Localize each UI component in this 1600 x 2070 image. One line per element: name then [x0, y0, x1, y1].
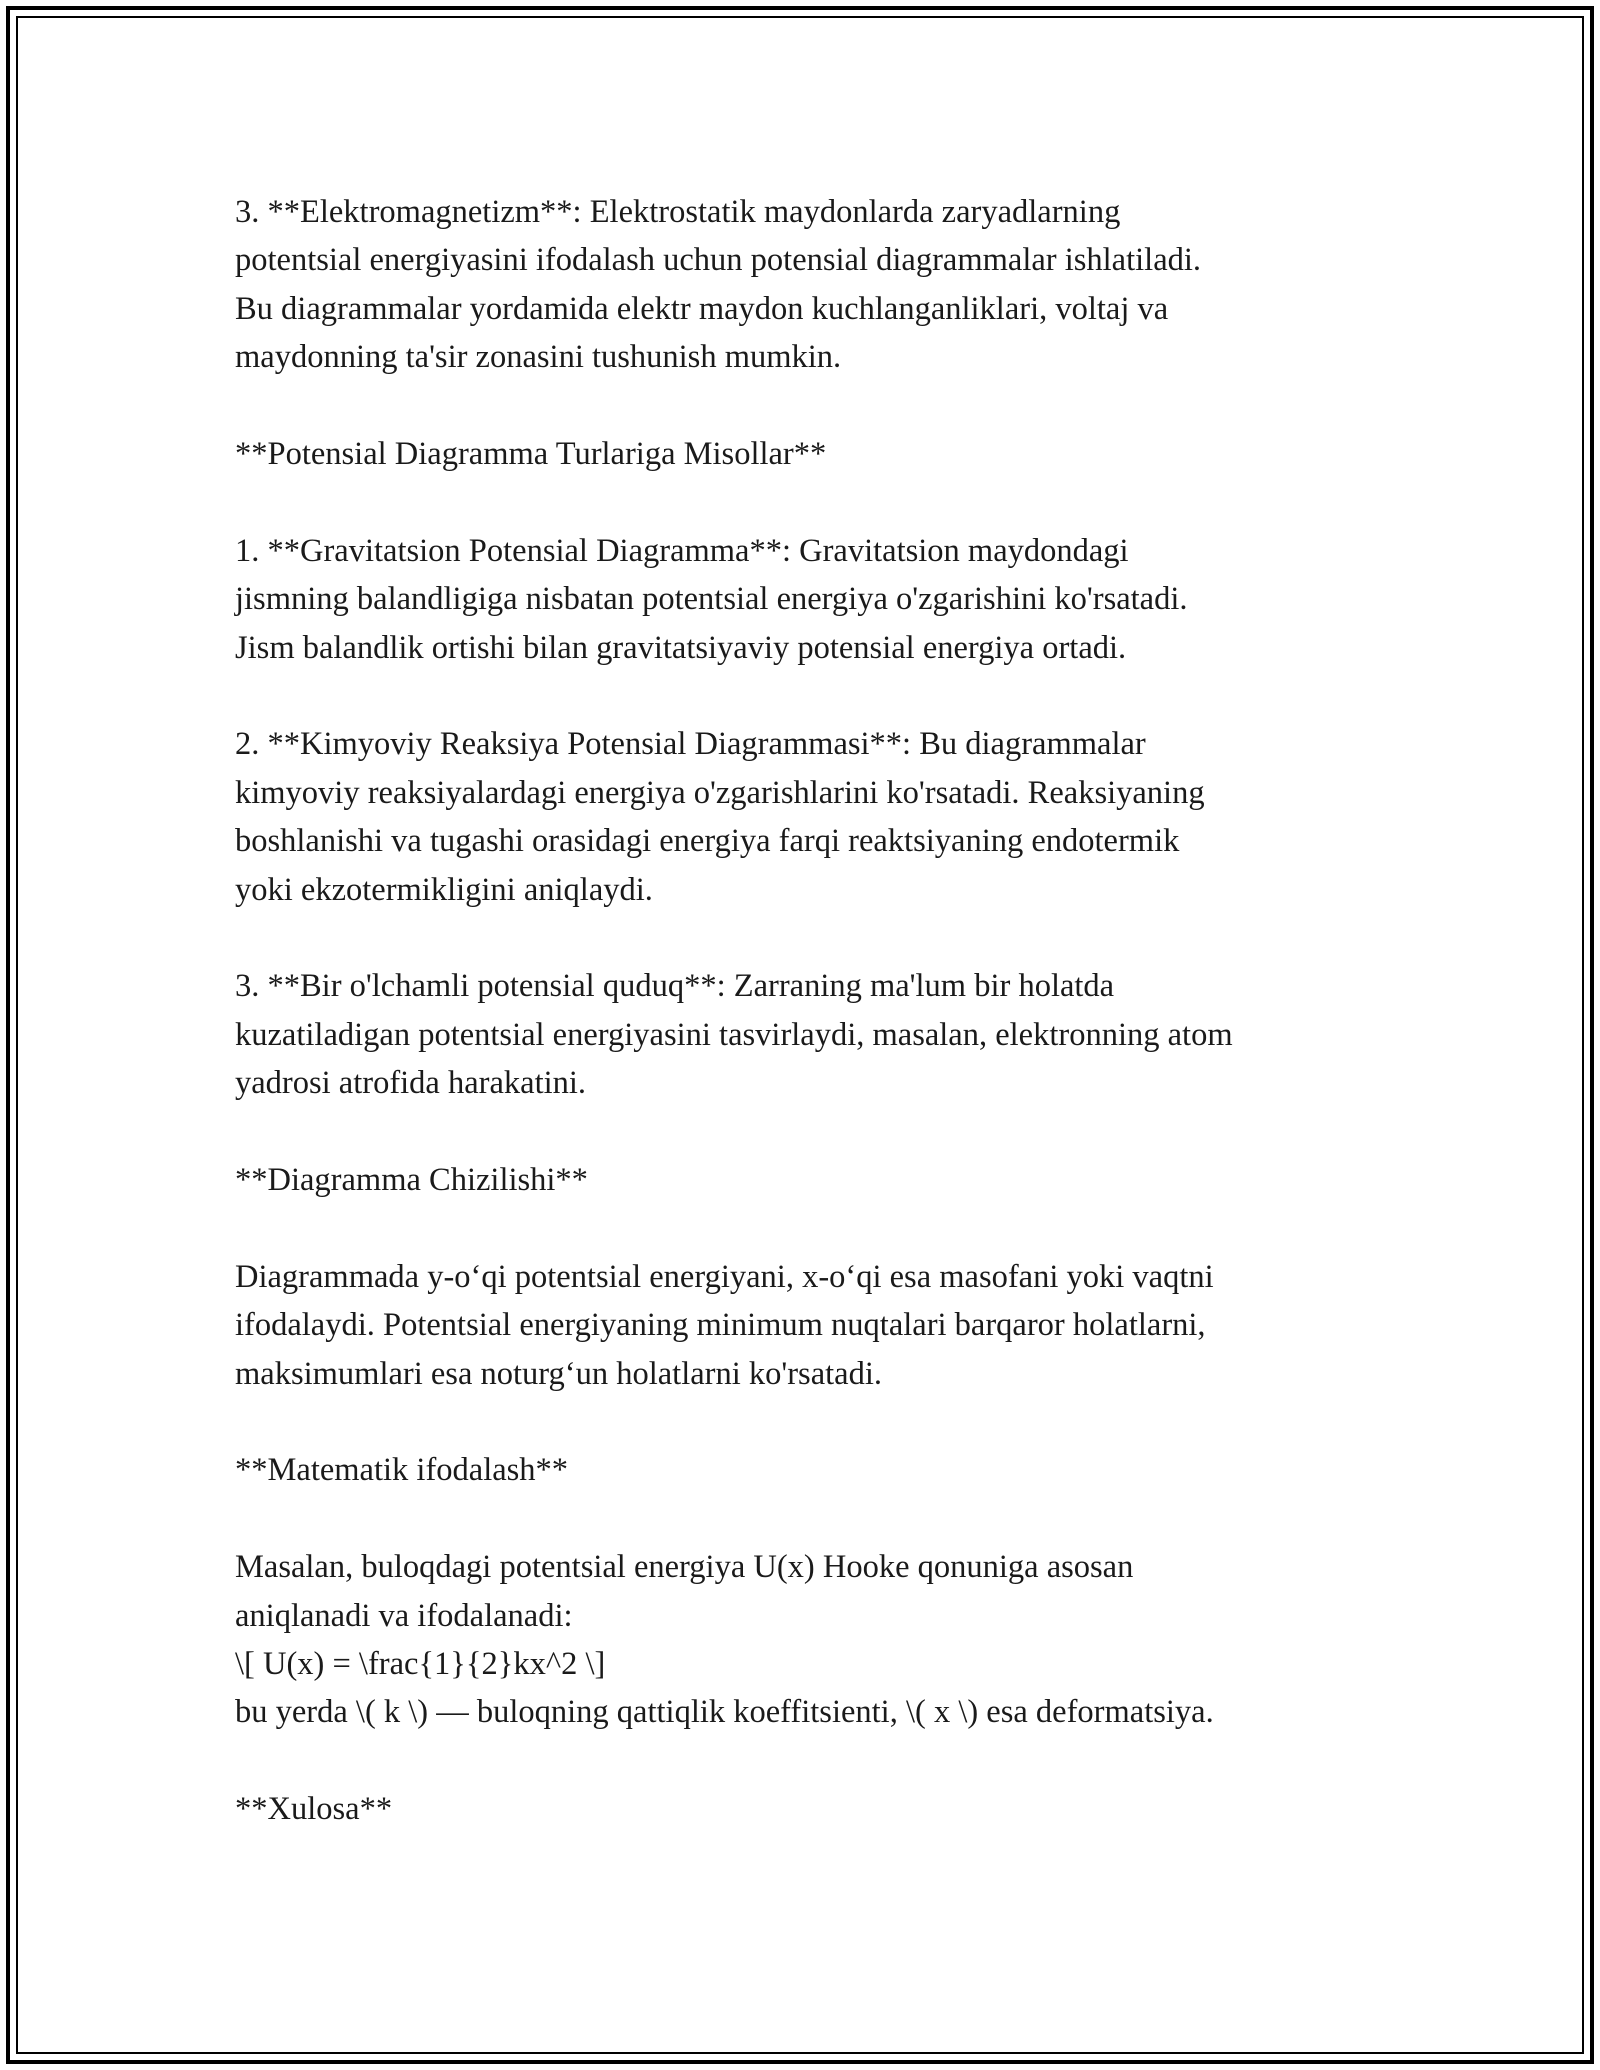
heading-diagram-drawing: [235, 1156, 1395, 1204]
document-body: [235, 188, 1395, 1882]
text-line: **Potensial Diagramma Turlariga Misollar**: [235, 436, 827, 473]
text-line: 3. **Elektromagnetizm**: Elektrostatik maydonlarda zaryadlarning: [235, 194, 1121, 230]
text-line: Bu diagrammalar yordamida elektr maydon kuchlanganliklari, voltaj va: [235, 290, 1169, 327]
text-line: 2. **Kimyoviy Reaksiya Potensial Diagrammasi**: Bu diagrammalar: [235, 726, 1146, 763]
paragraph-hooke-law: [235, 1543, 1395, 1737]
paragraph-electromagnetism: [235, 188, 1395, 382]
text-line: **Xulosa**: [235, 1791, 393, 1828]
paragraph-chemical-reaction: [235, 720, 1395, 914]
heading-diagram-types: [235, 430, 1395, 478]
text-line: maksimumlari esa noturg‘un holatlarni ko'rsatadi.: [235, 1355, 882, 1392]
text-line: bu yerda \( k \) — buloqning qattiqlik koeffitsienti, \( x \) esa deformatsiya.: [235, 1694, 1214, 1731]
paragraph-potential-well: [235, 962, 1395, 1107]
text-line: **Matematik ifodalash**: [235, 1452, 569, 1489]
text-line: yoki ekzotermikligini aniqlaydi.: [235, 871, 653, 908]
text-line: jismning balandligiga nisbatan potentsial energiya o'zgarishini ko'rsatadi.: [235, 581, 1188, 618]
paragraph-gravitational: [235, 527, 1395, 672]
text-line: boshlanishi va tugashi orasidagi energiya farqi reaktsiyaning endotermik: [235, 823, 1180, 860]
text-line: potentsial energiyasini ifodalash uchun potensial diagrammalar ishlatiladi.: [235, 242, 1202, 279]
paragraph-axes: [235, 1253, 1395, 1398]
text-line: Masalan, buloqdagi potentsial energiya U(x) Hooke qonuniga asosan: [235, 1549, 1134, 1586]
heading-math-expression: [235, 1446, 1395, 1494]
text-line: 3. **Bir o'lchamli potensial quduq**: Zarraning ma'lum bir holatda: [235, 968, 1115, 1005]
text-line: yadrosi atrofida harakatini.: [235, 1065, 587, 1102]
text-line: kimyoviy reaksiyalardagi energiya o'zgarishlarini ko'rsatadi. Reaksiyaning: [235, 774, 1205, 811]
text-line: ifodalaydi. Potentsial energiyaning minimum nuqtalari barqaror holatlarni,: [235, 1307, 1206, 1344]
heading-conclusion: [235, 1785, 1395, 1833]
text-line: **Diagramma Chizilishi**: [235, 1162, 588, 1199]
text-line: Jism balandlik ortishi bilan gravitatsiyaviy potensial energiya ortadi.: [235, 629, 1127, 666]
formula-line: \[ U(x) = \frac{1}{2}kx^2 \]: [235, 1646, 606, 1683]
text-line: aniqlanadi va ifodalanadi:: [235, 1597, 573, 1634]
text-line: kuzatiladigan potentsial energiyasini tasvirlaydi, masalan, elektronning atom: [235, 1016, 1233, 1053]
text-line: Diagrammada y-o‘qi potentsial energiyani, x-o‘qi esa masofani yoki vaqtni: [235, 1258, 1214, 1295]
text-line: maydonning ta'sir zonasini tushunish mumkin.: [235, 339, 842, 376]
text-line: 1. **Gravitatsion Potensial Diagramma**: Gravitatsion maydondagi: [235, 532, 1129, 569]
